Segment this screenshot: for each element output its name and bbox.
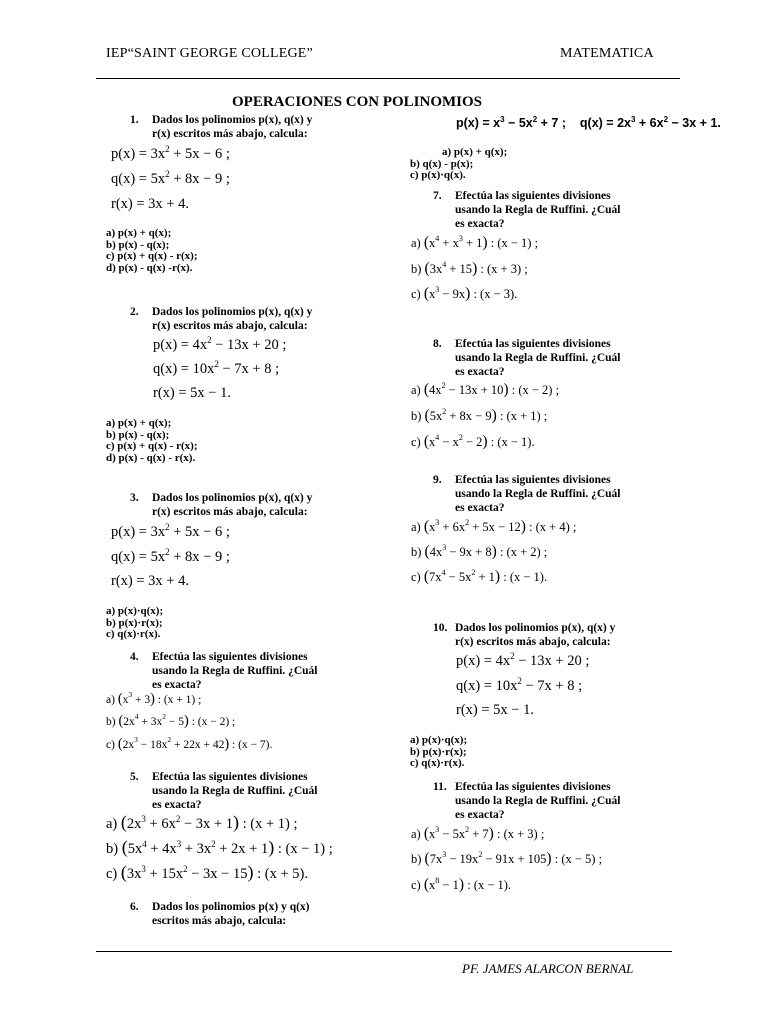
exercise-11-instruction [433,780,621,822]
instruction-line: Efectúa las siguientes divisiones [455,781,611,793]
instruction-line: Dados los polinomios p(x) y q(x) [152,901,310,913]
instruction-line: r(x) escritos más abajo, calcula: [152,320,308,332]
division-b: b) $(5x^4 + 4x^3 + 3x^2 + 2x + 1)$ : (x − 1) ; [106,837,333,857]
instruction-line: r(x) escritos más abajo, calcula: [152,128,308,140]
exercise-6-operations [410,147,507,182]
polynomials-p-q: $p(x) = x^3 - 5x^2 + 7$ ; $q(x) = 2x^3 + 6x^2 - 3x + 1$. [456,115,721,130]
division-b: b) $(3x^4 + 15)$ : (x + 3) ; [411,260,528,277]
exercise-1-instruction [130,113,313,141]
author-name: PF. JAMES ALARCON BERNAL [462,961,634,976]
instruction-line: Efectúa las siguientes divisiones [152,651,308,663]
operation-item: c) p(x) + q(x) - r(x); [106,440,198,452]
operation-item: a) p(x)·q(x); [106,605,164,617]
instruction-line: es exacta? [455,809,505,821]
operation-item: a) p(x) + q(x); [106,227,172,239]
instruction-line: usando la Regla de Ruffini. ¿Cuál [455,352,621,364]
polynomial-q: $q(x) = 10x^2 - 7x + 8$ ; [456,676,583,694]
instruction-line: Efectúa las siguientes divisiones [152,771,308,783]
division-c: c) $(x^3 - 9x)$ : (x − 3). [411,285,518,302]
exercise-2-instruction [130,305,313,333]
division-c: c) $(x^4 - x^2 - 2)$ : (x − 1). [411,433,535,450]
operation-item: c) p(x)·q(x). [410,169,466,181]
instruction-line: es exacta? [455,366,505,378]
division-c: c) $(2x^3 - 18x^2 + 22x + 42)$ : (x − 7). [106,735,273,752]
subject-name: MATEMATICA [560,46,654,61]
division-b: b) $(5x^2 + 8x - 9)$ : (x + 1) ; [411,407,548,424]
instruction-line: Efectúa las siguientes divisiones [455,474,611,486]
instruction-line: usando la Regla de Ruffini. ¿Cuál [152,665,318,677]
division-a: a) $(x^3 - 5x^2 + 7)$ : (x + 3) ; [411,825,545,842]
instruction-line: Dados los polinomios p(x), q(x) y [152,114,313,126]
operation-item: d) p(x) - q(x) - r(x). [106,451,196,464]
instruction-line: r(x) escritos más abajo, calcula: [152,506,308,518]
exercise-9-instruction [433,473,621,515]
exercise-5-instruction [130,770,318,812]
operation-item: a) p(x) + q(x); [106,417,172,429]
exercise-3-operations [106,606,163,641]
instruction-line: es exacta? [152,679,202,691]
exercise-7-instruction [433,189,621,231]
exercise-number: 7. [433,190,442,202]
instruction-line: escritos más abajo, calcula: [152,915,287,927]
operation-item: c) p(x) + q(x) - r(x); [106,250,198,262]
instruction-line: Dados los polinomios p(x), q(x) y [152,306,313,318]
exercise-number: 3. [130,492,139,504]
instruction-line: usando la Regla de Ruffini. ¿Cuál [455,204,621,216]
division-c: c) $(x^8 - 1)$ : (x − 1). [411,876,512,893]
exercise-1-operations [106,228,198,274]
polynomial-p: $p(x) = 3x^2 + 5x - 6$ ; [111,522,230,540]
division-c: c) $(3x^3 + 15x^2 - 3x - 15)$ : (x + 5). [106,862,308,882]
instruction-line: Dados los polinomios p(x), q(x) y [455,622,616,634]
polynomial-p: $p(x) = 4x^2 - 13x + 20$ ; [456,651,590,669]
exercise-8-instruction [433,337,621,379]
footer-rule [96,951,672,952]
exercise-10-operations [410,735,467,770]
instruction-line: Dados los polinomios p(x), q(x) y [152,492,313,504]
polynomial-q: $q(x) = 5x^2 + 8x - 9$ ; [111,547,230,565]
division-a: a) $(x^3 + 3)$ : (x + 1) ; [106,690,202,707]
exercise-number: 6. [130,901,139,913]
exercise-number: 4. [130,651,139,663]
division-b: b) $(4x^3 - 9x + 8)$ : (x + 2) ; [411,543,548,560]
instruction-line: usando la Regla de Ruffini. ¿Cuál [455,795,621,807]
exercise-number: 9. [433,474,442,486]
operation-item: b) p(x)·r(x); [410,745,467,758]
polynomial-q: $q(x) = 10x^2 - 7x + 8$ ; [153,359,280,377]
operation-item: b) p(x) - q(x); [106,238,170,251]
instruction-line: es exacta? [455,218,505,230]
polynomial-r: r(x) = 5x − 1. [456,702,534,718]
exercise-3-instruction [130,491,313,519]
exercise-6-instruction [130,900,310,928]
division-a: a) $(4x^2 - 13x + 10)$ : (x − 2) ; [411,381,560,398]
instruction-line: es exacta? [152,799,202,811]
operation-item: b) p(x) - q(x); [106,428,170,441]
instruction-line: usando la Regla de Ruffini. ¿Cuál [455,488,621,500]
division-a: a) $(x^3 + 6x^2 + 5x - 12)$ : (x + 4) ; [411,518,577,535]
exercise-2-operations [106,418,198,464]
exercise-number: 11. [433,781,447,793]
exercise-4-instruction [130,650,318,692]
exercise-number: 10. [433,622,448,634]
division-b: b) $(7x^3 - 19x^2 - 91x + 105)$ : (x − 5) ; [411,850,603,867]
division-c: c) $(7x^4 - 5x^2 + 1)$ : (x − 1). [411,568,548,585]
operation-item: b) q(x) - p(x); [410,157,474,170]
school-name: IEP“SAINT GEORGE COLLEGE” [106,46,313,61]
division-a: a) $(2x^3 + 6x^2 - 3x + 1)$ : (x + 1) ; [106,812,298,832]
operation-item: c) q(x)·r(x). [410,757,465,769]
exercise-number: 2. [130,306,139,318]
instruction-line: usando la Regla de Ruffini. ¿Cuál [152,785,318,797]
exercise-number: 8. [433,338,442,350]
operation-item: a) p(x)·q(x); [410,734,468,746]
operation-item: c) q(x)·r(x). [106,628,161,640]
header-rule [96,78,680,79]
polynomial-r: r(x) = 3x + 4. [111,573,189,589]
operation-item: d) p(x) - q(x) -r(x). [106,261,193,274]
operation-item: b) p(x)·r(x); [106,616,163,629]
exercise-10-instruction [433,621,616,649]
polynomial-p: $p(x) = 4x^2 - 13x + 20$ ; [153,335,287,353]
polynomial-q: $q(x) = 5x^2 + 8x - 9$ ; [111,169,230,187]
instruction-line: Efectúa las siguientes divisiones [455,190,611,202]
exercise-number: 5. [130,771,139,783]
exercise-number: 1. [130,114,139,126]
polynomial-r: r(x) = 3x + 4. [111,196,189,212]
instruction-line: es exacta? [455,502,505,514]
page-title: OPERACIONES CON POLINOMIOS [232,94,483,110]
division-a: a) $(x^4 + x^3 + 1)$ : (x − 1) ; [411,234,539,251]
instruction-line: r(x) escritos más abajo, calcula: [455,636,611,648]
division-b: b) $(2x^4 + 3x^2 - 5)$ : (x − 2) ; [106,712,236,729]
operation-item: a) p(x) + q(x); [442,146,508,158]
instruction-line: Efectúa las siguientes divisiones [455,338,611,350]
polynomial-p: $p(x) = 3x^2 + 5x - 6$ ; [111,144,230,162]
polynomial-r: r(x) = 5x − 1. [153,385,231,401]
